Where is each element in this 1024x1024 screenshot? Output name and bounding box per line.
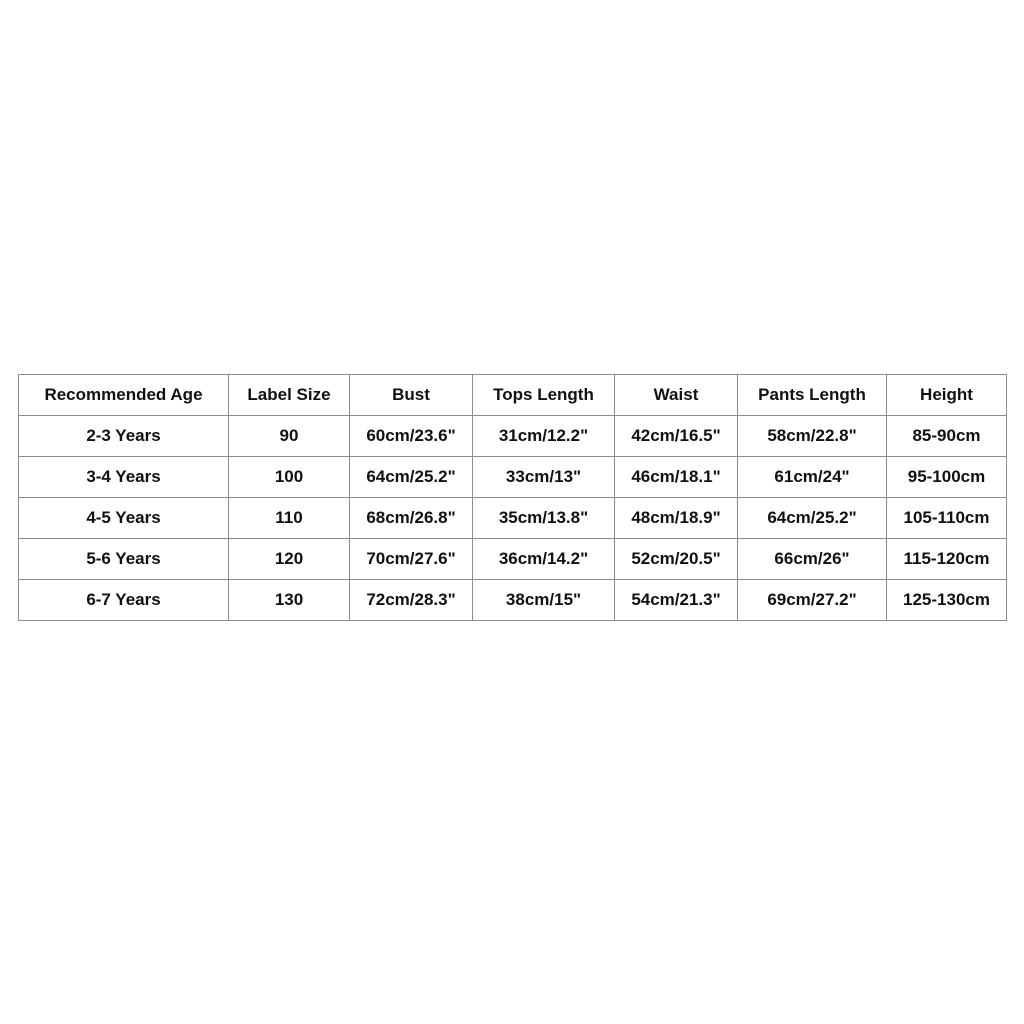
cell-height: 95-100cm — [887, 457, 1007, 498]
header-recommended-age: Recommended Age — [19, 375, 229, 416]
table-body — [19, 416, 1007, 621]
cell-recommended-age: 3-4 Years — [19, 457, 229, 498]
cell-pants-length: 69cm/27.2" — [738, 580, 887, 621]
table-row — [19, 580, 1007, 621]
cell-tops-length: 35cm/13.8" — [473, 498, 615, 539]
cell-tops-length: 31cm/12.2" — [473, 416, 615, 457]
cell-label-size: 130 — [229, 580, 350, 621]
table-row — [19, 416, 1007, 457]
cell-bust: 70cm/27.6" — [350, 539, 473, 580]
cell-bust: 72cm/28.3" — [350, 580, 473, 621]
header-tops-length: Tops Length — [473, 375, 615, 416]
cell-waist: 46cm/18.1" — [615, 457, 738, 498]
cell-pants-length: 58cm/22.8" — [738, 416, 887, 457]
cell-height: 125-130cm — [887, 580, 1007, 621]
cell-tops-length: 36cm/14.2" — [473, 539, 615, 580]
header-row — [19, 375, 1007, 416]
header-height: Height — [887, 375, 1007, 416]
cell-label-size: 100 — [229, 457, 350, 498]
cell-label-size: 90 — [229, 416, 350, 457]
cell-tops-length: 33cm/13" — [473, 457, 615, 498]
cell-label-size: 120 — [229, 539, 350, 580]
header-bust: Bust — [350, 375, 473, 416]
table-row — [19, 457, 1007, 498]
cell-pants-length: 66cm/26" — [738, 539, 887, 580]
cell-waist: 52cm/20.5" — [615, 539, 738, 580]
header-pants-length: Pants Length — [738, 375, 887, 416]
cell-recommended-age: 4-5 Years — [19, 498, 229, 539]
cell-bust: 68cm/26.8" — [350, 498, 473, 539]
table-row — [19, 498, 1007, 539]
table-header — [19, 375, 1007, 416]
header-label-size: Label Size — [229, 375, 350, 416]
size-chart-table — [18, 374, 1007, 621]
cell-height: 115-120cm — [887, 539, 1007, 580]
cell-recommended-age: 5-6 Years — [19, 539, 229, 580]
cell-waist: 54cm/21.3" — [615, 580, 738, 621]
cell-pants-length: 61cm/24" — [738, 457, 887, 498]
cell-recommended-age: 6-7 Years — [19, 580, 229, 621]
cell-label-size: 110 — [229, 498, 350, 539]
cell-height: 85-90cm — [887, 416, 1007, 457]
header-waist: Waist — [615, 375, 738, 416]
cell-recommended-age: 2-3 Years — [19, 416, 229, 457]
cell-tops-length: 38cm/15" — [473, 580, 615, 621]
table-row — [19, 539, 1007, 580]
cell-height: 105-110cm — [887, 498, 1007, 539]
cell-waist: 42cm/16.5" — [615, 416, 738, 457]
cell-bust: 64cm/25.2" — [350, 457, 473, 498]
cell-waist: 48cm/18.9" — [615, 498, 738, 539]
cell-bust: 60cm/23.6" — [350, 416, 473, 457]
cell-pants-length: 64cm/25.2" — [738, 498, 887, 539]
